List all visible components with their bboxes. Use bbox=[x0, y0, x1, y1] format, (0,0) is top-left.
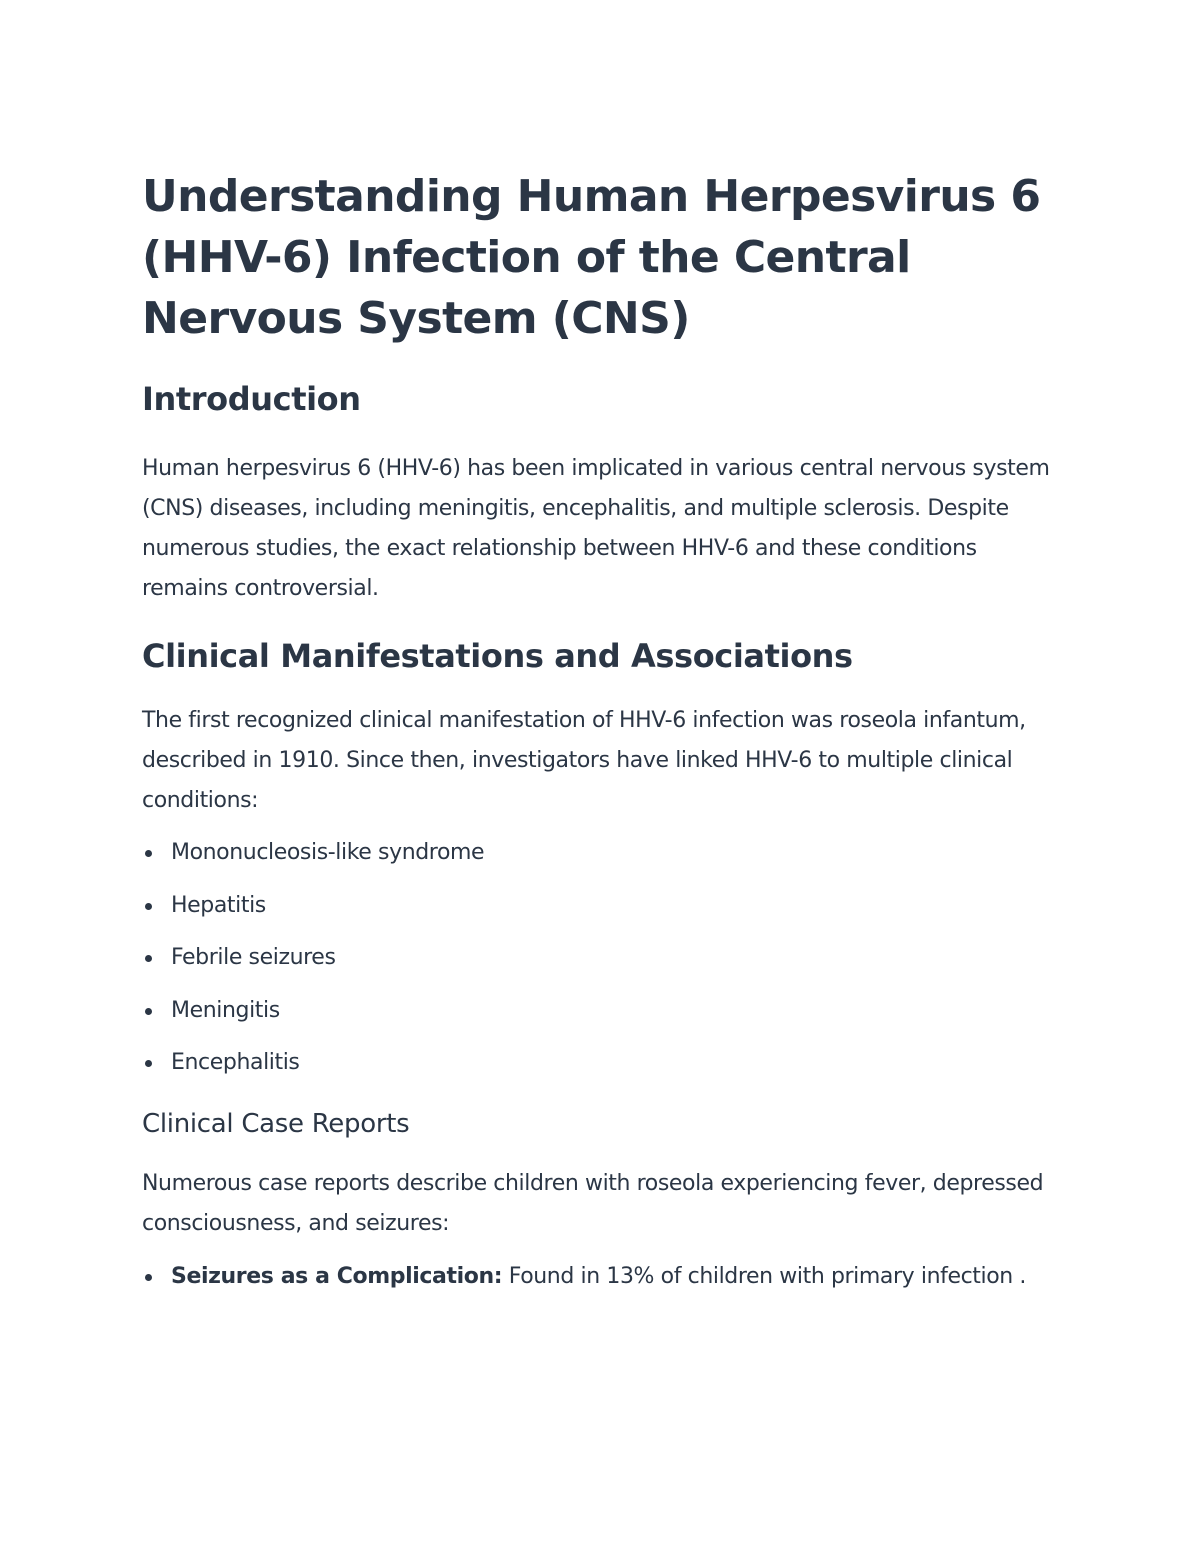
bullet-icon bbox=[145, 1060, 152, 1067]
bullet-icon bbox=[145, 850, 152, 857]
conditions-list bbox=[142, 833, 1062, 1083]
list-item-text: Meningitis bbox=[171, 997, 280, 1023]
clinical-manifestations-heading: Clinical Manifestations and Associations bbox=[142, 637, 853, 675]
bullet-icon bbox=[145, 1274, 152, 1281]
list-item bbox=[142, 1043, 1062, 1083]
list-item-text: Encephalitis bbox=[171, 1050, 300, 1075]
list-item-text: Mononucleosis-like syndrome bbox=[171, 840, 485, 865]
case-reports-heading: Clinical Case Reports bbox=[142, 1109, 410, 1139]
clinical-manifestations-paragraph: The first recognized clinical manifestation of HHV-6 infection was roseola infantum, described in 1910. Since then, investigators have linked HHV-6 to multiple clinical conditions: bbox=[142, 708, 1026, 813]
case-reports-list bbox=[142, 1257, 1062, 1297]
list-item bbox=[142, 991, 1062, 1031]
list-item bbox=[142, 1257, 1062, 1297]
list-item bbox=[142, 886, 1062, 926]
document-title: Understanding Human Herpesvirus 6 (HHV-6) Infection of the Central Nervous System (CNS) bbox=[142, 171, 1041, 344]
introduction-paragraph: Human herpesvirus 6 (HHV-6) has been implicated in various central nervous system (CNS) diseases, including meningitis, encephalitis, and multiple sclerosis. Despite numerous studies, the exact relationship between HHV-6 and these conditions remains controversial. bbox=[142, 456, 1050, 601]
list-item bbox=[142, 833, 1062, 873]
introduction-heading: Introduction bbox=[142, 380, 361, 418]
list-item-text: Hepatitis bbox=[171, 892, 266, 918]
bullet-icon bbox=[145, 955, 152, 962]
list-item-text: Found in 13% of children with primary infection . bbox=[502, 1264, 1027, 1289]
list-item-text: Febrile seizures bbox=[171, 945, 336, 970]
bullet-icon bbox=[145, 903, 152, 910]
document-page bbox=[142, 166, 1062, 1297]
list-item bbox=[142, 938, 1062, 978]
list-item-label: Seizures as a Complication: bbox=[171, 1264, 503, 1289]
case-reports-paragraph: Numerous case reports describe children with roseola experiencing fever, depressed consciousness, and seizures: bbox=[142, 1171, 1044, 1236]
bullet-icon bbox=[145, 1008, 152, 1015]
